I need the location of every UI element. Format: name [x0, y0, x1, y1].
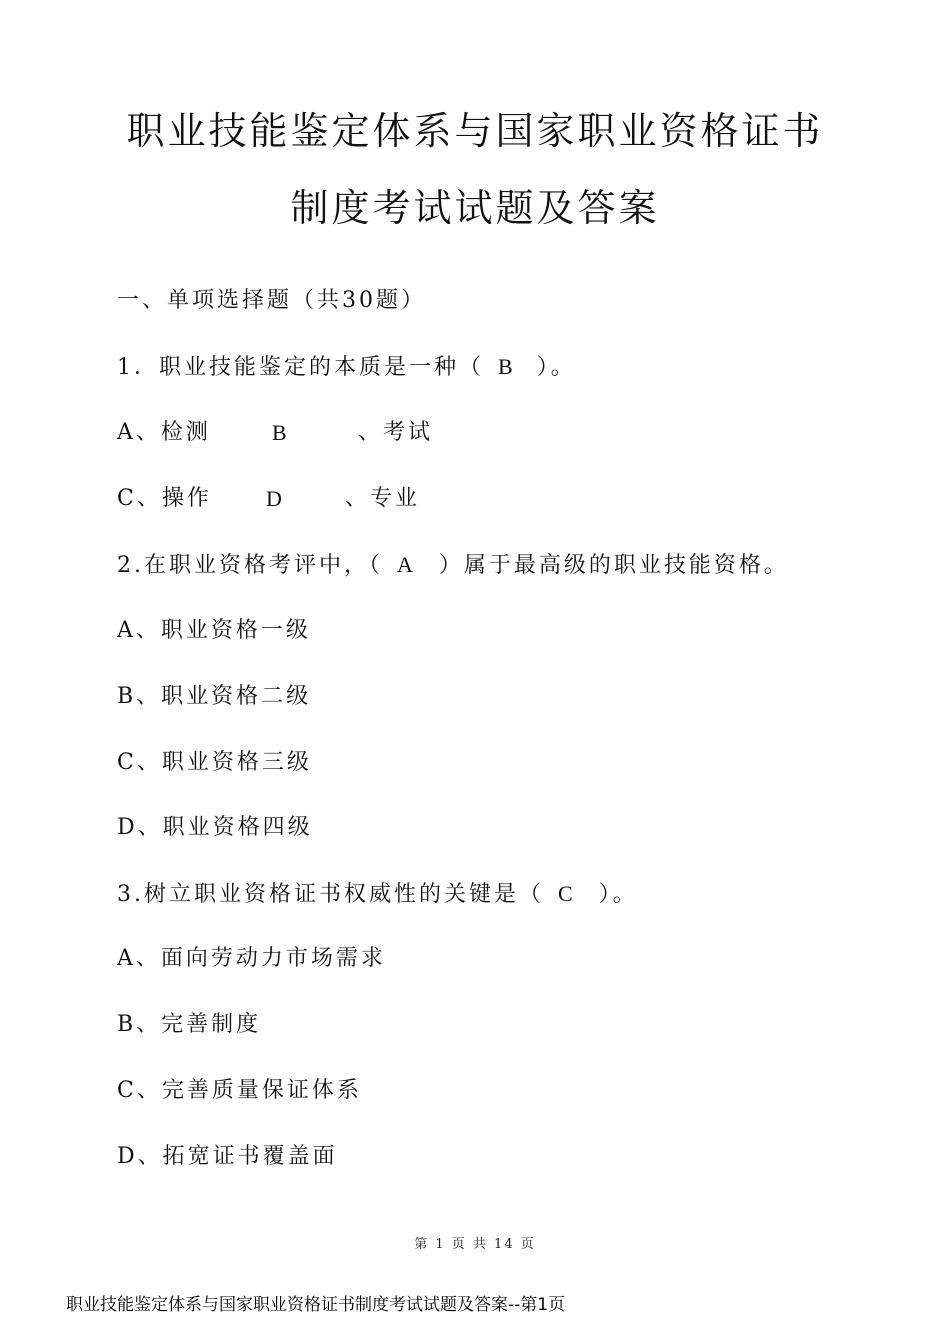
document-title-line-2: 制度考试试题及答案: [290, 186, 660, 230]
question-1-stem-after: ）。: [536, 355, 576, 380]
question-3-option-a: A、面向劳动力市场需求: [117, 946, 386, 971]
question-2-option-b: B、职业资格二级: [117, 684, 312, 709]
question-1-option-d-letter: D: [266, 486, 282, 511]
question-3-option-b: B、完善制度: [117, 1012, 262, 1037]
question-2-answer: A: [397, 552, 413, 577]
section-heading: 一、单项选择题（共30题）: [117, 288, 426, 313]
question-3-option-c: C、完善质量保证体系: [117, 1078, 362, 1103]
question-3-stem-before: 3.树立职业资格证书权威性的关键是（: [117, 882, 544, 907]
question-1-option-c: C、操作: [117, 486, 212, 511]
question-2-stem: [117, 554, 789, 577]
question-1-option-d-text: 、专业: [345, 486, 421, 511]
question-1-stem: [117, 356, 576, 379]
question-2-option-a: A、职业资格一级: [117, 618, 311, 643]
question-1-answer: B: [498, 354, 513, 379]
page-footer: 职业技能鉴定体系与国家职业资格证书制度考试试题及答案--第1页: [66, 1295, 566, 1315]
question-2-stem-before: 2.在职业资格考评中，（: [117, 553, 383, 578]
question-2-stem-after: ）属于最高级的职业技能资格。: [438, 553, 789, 578]
question-2-option-c: C、职业资格三级: [117, 750, 312, 775]
question-1-option-b-letter: B: [272, 420, 287, 445]
question-1-option-a: A、检测: [117, 420, 211, 445]
question-3-answer: C: [558, 881, 573, 906]
document-title-line-1: 职业技能鉴定体系与国家职业资格证书: [126, 109, 824, 153]
question-3-stem: [117, 883, 638, 906]
question-3-stem-after: ）。: [598, 882, 638, 907]
page-number: 第 1 页 共 14 页: [414, 1237, 536, 1252]
question-1-option-b-text: 、考试: [358, 420, 434, 445]
question-3-option-d: D、拓宽证书覆盖面: [117, 1144, 338, 1169]
question-1-stem-before: 1．职业技能鉴定的本质是一种（: [117, 355, 484, 380]
question-2-option-d: D、职业资格四级: [117, 815, 313, 840]
